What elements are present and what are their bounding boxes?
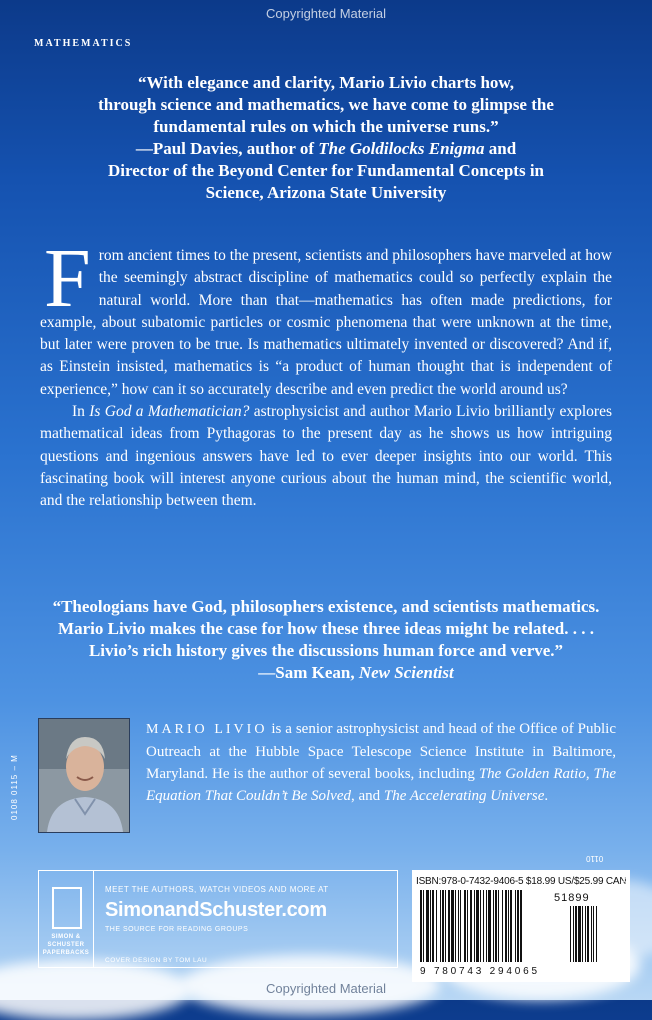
quote-line: Livio’s rich history gives the discussions human force and verve.” (88, 641, 564, 660)
drop-cap: F (44, 232, 91, 325)
printed-in: PRINTED IN THE U.S.A. (619, 876, 625, 954)
barcode-digits: 9 780743 294065 (420, 966, 540, 977)
quote-attribution: Science, Arizona State University (205, 183, 447, 202)
publisher-logo (39, 871, 94, 967)
watermark-bottom: Copyrighted Material (266, 981, 386, 996)
author-bio: MARIO LIVIO is a senior astrophysicist and head of the Office of Public Outreach at the Hubble Space Telescope Science Institute in Baltimore, Maryland. He is the author of several books, including The Golden Ratio, The Equation That Couldn’t Be Solved, and The Accelerating Universe. (146, 721, 617, 804)
description-paragraph: From ancient times to the present, scientists and philosophers have marveled at how the seemingly abstract discipline of mathematics could so perfectly explain the natural world. More than that—mathematics has often made predictions, for example, about subatomic particles or cosmic phenomena that were unknown at the time, but later were proven to be true. Is mathematics ultimately invented or discovered? And if, as Einstein insisted, mathematics is “a product of human thought that is independent of experience,” how can it so accurately describe and even predict the world around us? (40, 232, 612, 398)
publisher-tagline: THE SOURCE FOR READING GROUPS (105, 926, 249, 933)
isbn-price: ISBN:978-0-7432-9406-5 $18.99 US/$25.99 CAN (416, 876, 627, 887)
quote-line: through science and mathematics, we have come to glimpse the (98, 95, 554, 114)
quote-attribution: —Sam Kean, New Scientist (258, 663, 454, 682)
publisher-website: SimonandSchuster.com (105, 899, 327, 921)
quote-line: “With elegance and clarity, Mario Livio charts how, (137, 73, 515, 92)
side-code: 0108 0115 – M (10, 754, 19, 820)
quote-line: “Theologians have God, philosophers existence, and scientists mathematics. (52, 597, 600, 616)
watermark-top: Copyrighted Material (266, 6, 386, 21)
quote-line: fundamental rules on which the universe runs.” (153, 117, 499, 136)
second-quote (40, 596, 612, 684)
quote-attribution: Director of the Beyond Center for Fundamental Concepts in (108, 161, 544, 180)
publisher-meet: MEET THE AUTHORS, WATCH VIDEOS AND MORE AT (105, 885, 329, 894)
sower-logo-icon (52, 887, 82, 929)
author-name: MARIO LIVIO (146, 722, 268, 737)
top-quote (40, 72, 612, 204)
barcode (412, 870, 630, 982)
price-code: 0110 (586, 854, 604, 863)
description-paragraph: In Is God a Mathematician? astrophysicist and author Mario Livio brilliantly explores mathematical ideas from Pythagoras to the present day as he shows us how intriguing questions and ingenious answers have led to ever deeper insights into our world. This fascinating book will interest anyone curious about the human mind, the scientific world, and the relationship between them. (40, 403, 612, 510)
quote-line: Mario Livio makes the case for how these three ideas might be related. . . . (58, 619, 594, 638)
barcode-addon: 51899 (554, 892, 590, 904)
author-photo (38, 718, 130, 833)
publisher-box (38, 870, 398, 968)
category-label: MATHEMATICS (34, 38, 133, 49)
cover-credit: COVER DESIGN BY TOM LAU (105, 957, 208, 964)
description (40, 232, 612, 513)
publisher-logo-text: SIMON & SCHUSTER PAPERBACKS (42, 934, 90, 956)
quote-attribution: —Paul Davies, author of The Goldilocks Enigma and (135, 139, 517, 158)
